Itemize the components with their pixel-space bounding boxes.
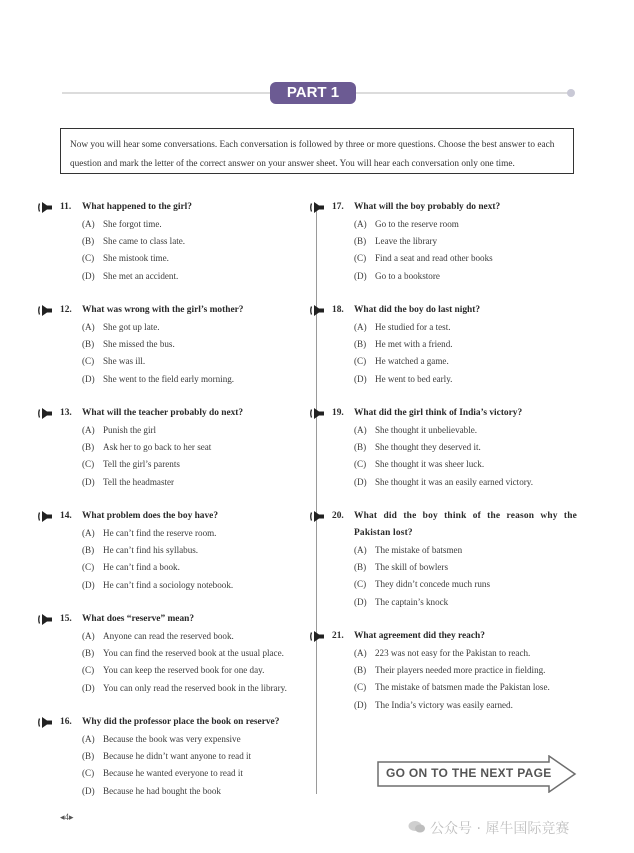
question-header bbox=[332, 302, 612, 319]
column-divider bbox=[316, 210, 317, 794]
answer-option[interactable] bbox=[332, 662, 612, 679]
option-text: He met with a friend. bbox=[375, 339, 453, 350]
question-12 bbox=[60, 302, 340, 388]
answer-option[interactable] bbox=[60, 731, 340, 748]
option-text: They didn’t concede much runs bbox=[375, 579, 490, 590]
option-letter: (B) bbox=[82, 339, 95, 350]
option-letter: (D) bbox=[354, 699, 367, 710]
answer-option[interactable] bbox=[60, 765, 340, 782]
option-letter: (D) bbox=[354, 476, 367, 487]
option-letter: (C) bbox=[82, 768, 95, 779]
option-text: You can only read the reserved book in the library. bbox=[103, 682, 287, 693]
audio-speaker-icon[interactable] bbox=[310, 510, 328, 523]
part-label: PART 1 bbox=[270, 82, 356, 104]
question-text: What problem does the boy have? bbox=[82, 511, 219, 521]
option-text: She forgot time. bbox=[103, 219, 162, 229]
answer-option[interactable] bbox=[60, 353, 340, 370]
audio-speaker-icon[interactable] bbox=[310, 630, 328, 643]
answer-option[interactable] bbox=[332, 250, 612, 267]
question-text: What was wrong with the girl’s mother? bbox=[82, 305, 244, 315]
option-text: The captain’s knock bbox=[375, 596, 449, 607]
question-text: What will the teacher probably do next? bbox=[82, 408, 244, 418]
question-header bbox=[60, 405, 340, 422]
option-text: Tell the headmaster bbox=[103, 476, 175, 487]
audio-speaker-icon[interactable] bbox=[310, 201, 328, 214]
option-text: Ask her to go back to her seat bbox=[103, 442, 212, 453]
question-number: 20. bbox=[332, 511, 344, 521]
option-letter: (D) bbox=[354, 373, 367, 384]
option-letter: (A) bbox=[82, 631, 95, 641]
option-text: He went to bed early. bbox=[375, 373, 453, 384]
option-text: Because the book was very expensive bbox=[103, 734, 241, 744]
option-text: She went to the field early morning. bbox=[103, 373, 235, 384]
option-text: She missed the bus. bbox=[103, 339, 175, 350]
question-text: What will the boy probably do next? bbox=[354, 202, 501, 212]
answer-option[interactable] bbox=[332, 594, 577, 611]
answer-option[interactable] bbox=[60, 422, 340, 439]
answer-option[interactable] bbox=[60, 439, 340, 456]
option-text: You can find the reserved book at the usual place. bbox=[103, 648, 284, 659]
option-text: She was ill. bbox=[103, 356, 146, 367]
question-17 bbox=[332, 199, 612, 285]
option-text: Their players needed more practice in fielding. bbox=[375, 665, 546, 676]
option-text: Find a seat and read other books bbox=[375, 253, 493, 264]
question-text: What agreement did they reach? bbox=[354, 631, 485, 641]
question-number: 21. bbox=[332, 631, 344, 641]
answer-option[interactable] bbox=[60, 577, 340, 594]
option-letter: (B) bbox=[354, 339, 367, 350]
page-number: ◂4▸ bbox=[60, 812, 74, 822]
answer-option[interactable] bbox=[332, 576, 577, 593]
option-letter: (C) bbox=[82, 562, 95, 573]
part-rule-dot bbox=[567, 89, 575, 97]
question-header bbox=[332, 199, 612, 216]
option-letter: (A) bbox=[354, 425, 367, 435]
option-letter: (D) bbox=[82, 373, 95, 384]
question-header bbox=[332, 628, 612, 645]
answer-option[interactable] bbox=[60, 680, 340, 697]
part-rule-right bbox=[356, 92, 568, 94]
option-text: He can’t find his syllabus. bbox=[103, 545, 199, 556]
question-number: 16. bbox=[60, 717, 72, 727]
audio-speaker-icon[interactable] bbox=[38, 716, 56, 729]
audio-speaker-icon[interactable] bbox=[38, 613, 56, 626]
answer-option[interactable] bbox=[332, 474, 612, 491]
answer-option[interactable] bbox=[60, 336, 340, 353]
option-letter: (C) bbox=[82, 665, 95, 676]
answer-option[interactable] bbox=[332, 233, 612, 250]
option-text: Because he didn’t want anyone to read it bbox=[103, 751, 252, 762]
option-text: You can keep the reserved book for one day. bbox=[103, 665, 265, 676]
question-text: What did the boy do last night? bbox=[354, 305, 481, 315]
answer-option[interactable] bbox=[332, 216, 612, 233]
option-letter: (D) bbox=[354, 270, 367, 281]
answer-option[interactable] bbox=[60, 525, 340, 542]
question-text: What happened to the girl? bbox=[82, 202, 192, 212]
option-letter: (B) bbox=[82, 545, 95, 556]
answer-option[interactable] bbox=[332, 645, 612, 662]
option-letter: (D) bbox=[82, 682, 95, 693]
option-text: She thought it unbelievable. bbox=[375, 425, 478, 435]
answer-option[interactable] bbox=[332, 268, 612, 285]
option-text: The skill of bowlers bbox=[375, 562, 448, 573]
option-letter: (B) bbox=[354, 236, 367, 247]
option-text: She met an accident. bbox=[103, 270, 179, 281]
option-text: She thought it was sheer luck. bbox=[375, 459, 485, 470]
option-letter: (A) bbox=[354, 322, 367, 332]
option-text: Leave the library bbox=[375, 236, 438, 247]
option-letter: (D) bbox=[82, 785, 95, 796]
option-text: Go to the reserve room bbox=[375, 219, 459, 229]
answer-option[interactable] bbox=[60, 783, 340, 800]
audio-speaker-icon[interactable] bbox=[38, 304, 56, 317]
answer-option[interactable] bbox=[60, 319, 340, 336]
option-text: Go to a bookstore bbox=[375, 270, 440, 281]
option-text: He can’t find a sociology notebook. bbox=[103, 579, 234, 590]
answer-option[interactable] bbox=[332, 371, 612, 388]
answer-option[interactable] bbox=[60, 268, 340, 285]
option-text: 223 was not easy for the Pakistan to reach. bbox=[375, 648, 531, 658]
option-letter: (D) bbox=[82, 476, 95, 487]
question-20 bbox=[332, 508, 577, 611]
audio-speaker-icon[interactable] bbox=[310, 407, 328, 420]
answer-option[interactable] bbox=[60, 371, 340, 388]
option-letter: (C) bbox=[82, 356, 95, 367]
question-text: What did the girl think of India’s victory? bbox=[354, 408, 523, 418]
answer-option[interactable] bbox=[332, 456, 612, 473]
part-rule-left bbox=[62, 92, 270, 94]
option-text: She got up late. bbox=[103, 322, 160, 332]
option-letter: (A) bbox=[354, 648, 367, 658]
answer-option[interactable] bbox=[60, 645, 340, 662]
question-text: What does “reserve” mean? bbox=[82, 614, 195, 624]
audio-speaker-icon[interactable] bbox=[310, 304, 328, 317]
option-letter: (A) bbox=[82, 528, 95, 538]
option-letter: (C) bbox=[82, 459, 95, 470]
audio-speaker-icon[interactable] bbox=[38, 201, 56, 214]
question-number: 11. bbox=[60, 202, 72, 212]
answer-option[interactable] bbox=[60, 233, 340, 250]
option-letter: (C) bbox=[82, 253, 95, 264]
option-letter: (A) bbox=[354, 545, 367, 555]
question-11 bbox=[60, 199, 340, 285]
option-letter: (C) bbox=[354, 579, 367, 590]
question-13 bbox=[60, 405, 340, 491]
option-text: Anyone can read the reserved book. bbox=[103, 631, 234, 641]
question-14 bbox=[60, 508, 340, 594]
option-text: He studied for a test. bbox=[375, 322, 451, 332]
option-text: She thought it was an easily earned victory. bbox=[375, 476, 534, 487]
audio-speaker-icon[interactable] bbox=[38, 407, 56, 420]
answer-option[interactable] bbox=[60, 748, 340, 765]
answer-option[interactable] bbox=[332, 697, 612, 714]
option-letter: (A) bbox=[82, 219, 95, 229]
answer-option[interactable] bbox=[60, 628, 340, 645]
option-letter: (A) bbox=[82, 425, 95, 435]
question-21 bbox=[332, 628, 612, 714]
answer-option[interactable] bbox=[60, 662, 340, 679]
option-letter: (D) bbox=[82, 270, 95, 281]
question-number: 18. bbox=[332, 305, 344, 315]
option-letter: (C) bbox=[354, 682, 367, 693]
option-text: Because he had bought the book bbox=[103, 785, 221, 796]
question-text: What did the boy think of the reason why the Pakistan lost? bbox=[354, 511, 577, 538]
option-letter: (B) bbox=[354, 442, 367, 453]
answer-option[interactable] bbox=[60, 250, 340, 267]
option-letter: (B) bbox=[82, 648, 95, 659]
option-text: Because he wanted everyone to read it bbox=[103, 768, 243, 779]
answer-option[interactable] bbox=[332, 336, 612, 353]
question-text: Why did the professor place the book on reserve? bbox=[82, 717, 280, 727]
answer-option[interactable] bbox=[332, 679, 612, 696]
question-header bbox=[60, 714, 340, 731]
option-text: She came to class late. bbox=[103, 236, 186, 247]
question-number: 14. bbox=[60, 511, 72, 521]
question-header bbox=[60, 302, 340, 319]
option-letter: (B) bbox=[82, 442, 95, 453]
answer-option[interactable] bbox=[332, 542, 577, 559]
question-header bbox=[60, 611, 340, 628]
option-text: The mistake of batsmen bbox=[375, 545, 463, 555]
instructions-box: Now you will hear some conversations. Each conversation is followed by three or more questions. Choose the best answer to each question and mark the letter of the correct answer on your answer sheet. You will hear each conversation only one time. bbox=[60, 128, 574, 174]
question-header bbox=[332, 508, 577, 542]
option-letter: (D) bbox=[82, 579, 95, 590]
wechat-icon bbox=[408, 820, 426, 834]
answer-option[interactable] bbox=[60, 542, 340, 559]
option-text: She mistook time. bbox=[103, 253, 169, 264]
answer-option[interactable] bbox=[332, 559, 577, 576]
option-text: She thought they deserved it. bbox=[375, 442, 481, 453]
question-header bbox=[332, 405, 612, 422]
watermark: 公众号 · 犀牛国际竞赛 bbox=[430, 821, 570, 837]
question-16 bbox=[60, 714, 340, 800]
question-18 bbox=[332, 302, 612, 388]
answer-option[interactable] bbox=[60, 559, 340, 576]
option-letter: (A) bbox=[82, 322, 95, 332]
option-text: The India’s victory was easily earned. bbox=[375, 699, 513, 710]
answer-option[interactable] bbox=[332, 353, 612, 370]
question-19 bbox=[332, 405, 612, 491]
option-letter: (D) bbox=[354, 596, 367, 607]
question-number: 15. bbox=[60, 614, 72, 624]
answer-option[interactable] bbox=[332, 422, 612, 439]
option-text: Punish the girl bbox=[103, 425, 157, 435]
question-number: 12. bbox=[60, 305, 72, 315]
question-header bbox=[60, 199, 340, 216]
option-letter: (B) bbox=[82, 236, 95, 247]
option-letter: (B) bbox=[354, 665, 367, 676]
option-text: The mistake of batsmen made the Pakistan lose. bbox=[375, 682, 550, 693]
question-number: 19. bbox=[332, 408, 344, 418]
answer-option[interactable] bbox=[60, 456, 340, 473]
option-letter: (B) bbox=[82, 751, 95, 762]
option-text: He watched a game. bbox=[375, 356, 449, 367]
question-number: 17. bbox=[332, 202, 344, 212]
option-letter: (A) bbox=[354, 219, 367, 229]
option-letter: (C) bbox=[354, 253, 367, 264]
option-letter: (A) bbox=[82, 734, 95, 744]
audio-speaker-icon[interactable] bbox=[38, 510, 56, 523]
option-text: He can’t find the reserve room. bbox=[103, 528, 217, 538]
answer-option[interactable] bbox=[332, 439, 612, 456]
answer-option[interactable] bbox=[60, 216, 340, 233]
option-letter: (C) bbox=[354, 356, 367, 367]
answer-option[interactable] bbox=[332, 319, 612, 336]
answer-option[interactable] bbox=[60, 474, 340, 491]
option-letter: (C) bbox=[354, 459, 367, 470]
option-text: He can’t find a book. bbox=[103, 562, 180, 573]
question-header bbox=[60, 508, 340, 525]
question-15 bbox=[60, 611, 340, 697]
go-on-label: GO ON TO THE NEXT PAGE bbox=[386, 766, 552, 780]
question-number: 13. bbox=[60, 408, 72, 418]
option-letter: (B) bbox=[354, 562, 367, 573]
option-text: Tell the girl’s parents bbox=[103, 459, 180, 470]
